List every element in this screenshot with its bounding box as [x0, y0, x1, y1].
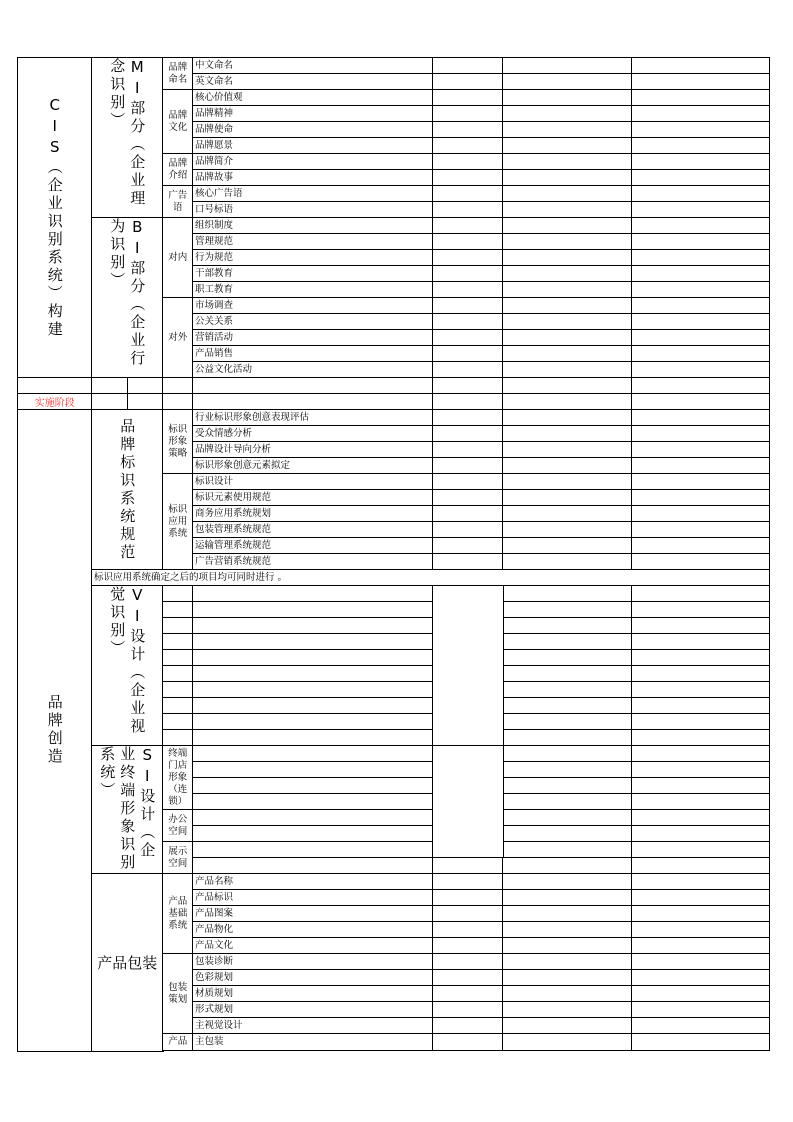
item-label: 品牌简介 — [192, 153, 434, 171]
table-cell — [162, 649, 194, 667]
input-cell[interactable] — [502, 185, 633, 203]
item-label: 品牌愿景 — [192, 137, 434, 155]
group-label — [162, 297, 194, 379]
table-cell — [162, 713, 194, 731]
input-cell[interactable] — [432, 153, 504, 171]
input-cell[interactable] — [631, 729, 770, 747]
input-cell[interactable] — [432, 425, 504, 443]
item-label: 产品物化 — [192, 921, 434, 939]
input-cell[interactable] — [502, 1017, 633, 1035]
item-label: 产品图案 — [192, 905, 434, 923]
table-cell — [162, 729, 194, 747]
input-cell[interactable] — [502, 249, 633, 267]
item-label: 营销活动 — [192, 329, 434, 347]
group-label — [162, 153, 194, 187]
item-label: 包装诊断 — [192, 953, 434, 971]
input-cell[interactable] — [502, 969, 633, 987]
input-cell[interactable] — [631, 505, 770, 523]
input-cell[interactable] — [631, 537, 770, 555]
group-label-label: 包装策划 — [168, 981, 188, 1005]
item-label: 品牌使命 — [192, 121, 434, 139]
input-cell[interactable] — [432, 89, 504, 107]
input-cell[interactable] — [432, 953, 504, 971]
item-label: 产品文化 — [192, 937, 434, 955]
input-cell[interactable] — [631, 617, 770, 635]
si-section-label — [91, 745, 164, 875]
item-label: 标识设计 — [192, 473, 434, 491]
table-cell — [162, 585, 194, 603]
input-cell[interactable] — [631, 793, 770, 811]
table-cell — [91, 377, 129, 395]
group-label-label: 对内 — [168, 251, 188, 263]
item-label: 主视觉设计 — [192, 1017, 434, 1035]
group-label-label: 产品基础系统 — [168, 895, 188, 931]
item-label: 产品名称 — [192, 873, 434, 891]
input-cell[interactable] — [502, 985, 633, 1003]
input-cell[interactable] — [192, 617, 434, 635]
input-cell[interactable] — [432, 377, 504, 395]
input-cell[interactable] — [432, 201, 504, 219]
item-label: 广告营销系统规范 — [192, 553, 434, 571]
input-cell[interactable] — [192, 857, 434, 875]
input-cell[interactable] — [631, 1033, 770, 1051]
input-cell[interactable] — [502, 681, 633, 699]
input-cell[interactable] — [192, 793, 434, 811]
input-cell[interactable] — [502, 665, 633, 683]
input-cell[interactable] — [432, 521, 504, 539]
item-label: 组织制度 — [192, 217, 434, 235]
input-cell[interactable] — [432, 409, 504, 427]
input-cell[interactable] — [631, 553, 770, 571]
input-cell[interactable] — [432, 553, 504, 571]
input-cell[interactable] — [432, 345, 504, 363]
input-cell[interactable] — [502, 137, 633, 155]
input-cell[interactable] — [631, 345, 770, 363]
item-label: 形式规划 — [192, 1001, 434, 1019]
input-cell[interactable] — [502, 345, 633, 363]
item-label: 核心广告语 — [192, 185, 434, 203]
input-cell[interactable] — [502, 105, 633, 123]
item-label: 管理规范 — [192, 233, 434, 251]
bi-section-label — [91, 217, 164, 379]
input-cell[interactable] — [432, 361, 504, 379]
input-cell[interactable] — [502, 89, 633, 107]
input-cell[interactable] — [432, 489, 504, 507]
group-label — [162, 89, 194, 155]
input-cell[interactable] — [432, 441, 504, 459]
group-label-label: 广告语 — [168, 189, 188, 213]
input-cell[interactable] — [192, 841, 434, 859]
input-cell[interactable] — [432, 1017, 504, 1035]
input-cell[interactable] — [631, 89, 770, 107]
table-cell — [91, 393, 129, 411]
input-cell[interactable] — [502, 873, 633, 891]
input-cell[interactable] — [432, 329, 504, 347]
input-cell[interactable] — [502, 265, 633, 283]
input-cell[interactable] — [192, 665, 434, 683]
input-cell[interactable] — [502, 57, 633, 75]
item-label: 产品标识 — [192, 889, 434, 907]
input-cell[interactable] — [631, 857, 770, 875]
input-cell[interactable] — [631, 665, 770, 683]
input-cell[interactable] — [432, 457, 504, 475]
input-cell[interactable] — [631, 57, 770, 75]
input-cell[interactable] — [502, 329, 633, 347]
input-cell[interactable] — [502, 809, 633, 827]
table-cell — [162, 601, 194, 619]
input-cell[interactable] — [502, 457, 633, 475]
item-label: 公益文化活动 — [192, 361, 434, 379]
input-cell[interactable] — [192, 585, 434, 603]
input-cell[interactable] — [192, 777, 434, 795]
item-label: 品牌故事 — [192, 169, 434, 187]
table-cell — [162, 681, 194, 699]
input-cell[interactable] — [631, 329, 770, 347]
input-cell[interactable] — [631, 409, 770, 427]
input-cell[interactable] — [502, 201, 633, 219]
cis-section-title-label: CIS（企业识别系统）构建 — [45, 96, 64, 340]
input-cell[interactable] — [432, 249, 504, 267]
input-cell[interactable] — [432, 1001, 504, 1019]
item-label: 商务应用系统规划 — [192, 505, 434, 523]
item-label: 主包装 — [192, 1033, 434, 1051]
group-label — [162, 809, 194, 843]
packaging-section-label: 产品包装 — [91, 873, 164, 1052]
item-label: 包装管理系统规范 — [192, 521, 434, 539]
input-cell[interactable] — [432, 905, 504, 923]
input-cell[interactable] — [502, 649, 633, 667]
input-cell[interactable] — [502, 953, 633, 971]
item-label: 标识元素使用规范 — [192, 489, 434, 507]
input-cell[interactable] — [631, 265, 770, 283]
input-cell[interactable] — [502, 889, 633, 907]
input-cell[interactable] — [192, 681, 434, 699]
input-cell[interactable] — [631, 473, 770, 491]
input-cell[interactable] — [631, 489, 770, 507]
input-cell[interactable] — [502, 153, 633, 171]
input-cell[interactable] — [432, 505, 504, 523]
table-cell — [127, 377, 164, 395]
input-cell[interactable] — [502, 121, 633, 139]
input-cell[interactable] — [192, 713, 434, 731]
input-cell[interactable] — [631, 777, 770, 795]
input-cell[interactable] — [631, 441, 770, 459]
input-cell[interactable] — [432, 985, 504, 1003]
cis-section-title — [17, 57, 93, 379]
input-cell[interactable] — [502, 729, 633, 747]
input-cell[interactable] — [631, 745, 770, 763]
input-cell[interactable] — [432, 105, 504, 123]
table-cell — [162, 393, 194, 411]
input-cell[interactable] — [631, 233, 770, 251]
blank-cell — [17, 377, 93, 395]
group-label-label: 对外 — [168, 331, 188, 343]
bi-section-label-label: BI部分（企业行为识别） — [108, 218, 147, 368]
input-cell[interactable] — [502, 473, 633, 491]
mi-section-label — [91, 57, 164, 219]
input-cell[interactable] — [432, 969, 504, 987]
input-cell[interactable] — [502, 73, 633, 91]
input-cell[interactable] — [502, 777, 633, 795]
input-cell[interactable] — [502, 921, 633, 939]
input-cell[interactable] — [192, 729, 434, 747]
input-cell[interactable] — [502, 793, 633, 811]
identity-section-label-label: 品牌标识系统规范 — [118, 417, 137, 562]
input-cell[interactable] — [631, 985, 770, 1003]
input-cell[interactable] — [631, 457, 770, 475]
item-label: 核心价值观 — [192, 89, 434, 107]
stage-label: 实施阶段 — [17, 393, 93, 411]
input-cell[interactable] — [502, 905, 633, 923]
group-label-label: 品牌文化 — [168, 109, 188, 133]
input-cell[interactable] — [631, 713, 770, 731]
input-cell[interactable] — [432, 281, 504, 299]
input-cell[interactable] — [192, 809, 434, 827]
item-label: 品牌精神 — [192, 105, 434, 123]
note-row: 标识应用系统确定之后的项目均可同时进行 。 — [91, 569, 770, 587]
group-label — [162, 1033, 194, 1051]
input-cell[interactable] — [432, 889, 504, 907]
input-cell[interactable] — [631, 633, 770, 651]
group-label — [162, 473, 194, 571]
input-cell[interactable] — [502, 441, 633, 459]
item-label: 色彩规划 — [192, 969, 434, 987]
input-cell[interactable] — [631, 601, 770, 619]
input-cell[interactable] — [502, 697, 633, 715]
input-cell[interactable] — [432, 121, 504, 139]
input-cell[interactable] — [432, 297, 504, 315]
input-cell[interactable] — [631, 1001, 770, 1019]
item-label: 运输管理系统规范 — [192, 537, 434, 555]
item-label: 中文命名 — [192, 57, 434, 75]
input-cell[interactable] — [432, 137, 504, 155]
item-label: 公关关系 — [192, 313, 434, 331]
table-cell — [162, 665, 194, 683]
input-cell[interactable] — [432, 537, 504, 555]
input-cell[interactable] — [432, 873, 504, 891]
input-cell[interactable] — [631, 313, 770, 331]
input-cell[interactable] — [432, 857, 504, 875]
input-cell[interactable] — [631, 969, 770, 987]
item-label: 材质规划 — [192, 985, 434, 1003]
input-cell[interactable] — [432, 73, 504, 91]
input-cell[interactable] — [432, 185, 504, 203]
input-cell[interactable] — [631, 1017, 770, 1035]
brand-section-title-label: 品牌创造 — [45, 694, 64, 767]
input-cell[interactable] — [502, 489, 633, 507]
input-cell[interactable] — [631, 681, 770, 699]
input-cell[interactable] — [502, 1033, 633, 1051]
input-cell[interactable] — [502, 425, 633, 443]
input-cell[interactable] — [631, 137, 770, 155]
item-label: 干部教育 — [192, 265, 434, 283]
input-cell[interactable] — [631, 889, 770, 907]
item-label: 行业标识形象创意表现评估 — [192, 409, 434, 427]
input-cell[interactable] — [502, 537, 633, 555]
input-cell[interactable] — [631, 873, 770, 891]
group-label — [162, 185, 194, 219]
input-cell[interactable] — [631, 425, 770, 443]
group-label-label: 办公空间 — [168, 813, 188, 837]
input-cell[interactable] — [192, 393, 434, 411]
input-cell[interactable] — [432, 921, 504, 939]
mi-section-label-label: MI部分（企业理念识别） — [108, 58, 147, 208]
input-cell[interactable] — [432, 1033, 504, 1051]
input-cell[interactable] — [631, 377, 770, 395]
input-cell[interactable] — [432, 313, 504, 331]
input-cell[interactable] — [631, 841, 770, 859]
input-cell[interactable] — [631, 297, 770, 315]
merged-input-cell[interactable] — [432, 585, 504, 747]
input-cell[interactable] — [631, 761, 770, 779]
input-cell[interactable] — [631, 105, 770, 123]
input-cell[interactable] — [502, 297, 633, 315]
input-cell[interactable] — [502, 521, 633, 539]
group-label — [162, 409, 194, 475]
table-cell — [162, 617, 194, 635]
group-label — [162, 745, 194, 811]
input-cell[interactable] — [631, 217, 770, 235]
item-label: 职工教育 — [192, 281, 434, 299]
input-cell[interactable] — [432, 57, 504, 75]
input-cell[interactable] — [631, 153, 770, 171]
vi-section-label-label: VI设计（企业视觉识别） — [108, 586, 147, 736]
item-label: 口号标语 — [192, 201, 434, 219]
group-label-label: 品牌命名 — [168, 61, 188, 85]
group-label-label: 品牌介绍 — [168, 157, 188, 181]
input-cell[interactable] — [502, 313, 633, 331]
identity-section-label — [91, 409, 164, 571]
table-cell — [162, 633, 194, 651]
group-label — [162, 57, 194, 91]
input-cell[interactable] — [631, 937, 770, 955]
item-label: 产品销售 — [192, 345, 434, 363]
input-cell[interactable] — [502, 361, 633, 379]
group-label-label: 终端门店形象（连锁） — [168, 747, 188, 807]
input-cell[interactable] — [432, 265, 504, 283]
input-cell[interactable] — [631, 953, 770, 971]
input-cell[interactable] — [631, 585, 770, 603]
input-cell[interactable] — [192, 633, 434, 651]
input-cell[interactable] — [502, 393, 633, 411]
input-cell[interactable] — [502, 937, 633, 955]
input-cell[interactable] — [502, 377, 633, 395]
input-cell[interactable] — [631, 921, 770, 939]
input-cell[interactable] — [502, 281, 633, 299]
input-cell[interactable] — [631, 825, 770, 843]
input-cell[interactable] — [502, 761, 633, 779]
table-cell — [127, 393, 164, 411]
input-cell[interactable] — [631, 521, 770, 539]
input-cell[interactable] — [502, 409, 633, 427]
group-label — [162, 217, 194, 299]
input-cell[interactable] — [192, 697, 434, 715]
input-cell[interactable] — [502, 1001, 633, 1019]
input-cell[interactable] — [432, 217, 504, 235]
group-label — [162, 953, 194, 1035]
input-cell[interactable] — [631, 249, 770, 267]
input-cell[interactable] — [631, 697, 770, 715]
group-label-label: 产品 — [168, 1035, 188, 1047]
input-cell[interactable] — [631, 809, 770, 827]
input-cell[interactable] — [192, 377, 434, 395]
group-label-label: 展示空间 — [168, 845, 188, 869]
item-label: 市场调查 — [192, 297, 434, 315]
input-cell[interactable] — [502, 217, 633, 235]
item-label: 标识形象创意元素拟定 — [192, 457, 434, 475]
input-cell[interactable] — [502, 601, 633, 619]
input-cell[interactable] — [502, 825, 633, 843]
input-cell[interactable] — [502, 745, 633, 763]
input-cell[interactable] — [502, 169, 633, 187]
input-cell[interactable] — [192, 745, 434, 763]
input-cell[interactable] — [631, 281, 770, 299]
input-cell[interactable] — [192, 825, 434, 843]
input-cell[interactable] — [192, 601, 434, 619]
input-cell[interactable] — [192, 649, 434, 667]
input-cell[interactable] — [631, 121, 770, 139]
table-cell — [162, 697, 194, 715]
input-cell[interactable] — [502, 713, 633, 731]
input-cell[interactable] — [631, 185, 770, 203]
input-cell[interactable] — [502, 553, 633, 571]
input-cell[interactable] — [631, 201, 770, 219]
group-label — [162, 873, 194, 955]
input-cell[interactable] — [502, 841, 633, 859]
group-label-label: 标识形象策略 — [168, 423, 188, 459]
merged-input-cell[interactable] — [432, 745, 504, 859]
input-cell[interactable] — [502, 233, 633, 251]
group-label-label: 标识应用系统 — [168, 503, 188, 539]
input-cell[interactable] — [502, 857, 633, 875]
item-label: 行为规范 — [192, 249, 434, 267]
table-cell — [162, 377, 194, 395]
brand-section-title — [17, 409, 93, 1052]
input-cell[interactable] — [502, 505, 633, 523]
input-cell[interactable] — [432, 233, 504, 251]
item-label: 受众情感分析 — [192, 425, 434, 443]
si-section-label-label: SI设计（企业终端形象识别系统） — [98, 746, 157, 872]
item-label: 品牌设计导向分析 — [192, 441, 434, 459]
input-cell[interactable] — [631, 73, 770, 91]
input-cell[interactable] — [432, 393, 504, 411]
input-cell[interactable] — [432, 937, 504, 955]
input-cell[interactable] — [502, 585, 633, 603]
input-cell[interactable] — [631, 169, 770, 187]
vi-section-label — [91, 585, 164, 747]
input-cell[interactable] — [502, 633, 633, 651]
input-cell[interactable] — [502, 617, 633, 635]
input-cell[interactable] — [631, 361, 770, 379]
item-label: 英文命名 — [192, 73, 434, 91]
input-cell[interactable] — [631, 649, 770, 667]
input-cell[interactable] — [192, 761, 434, 779]
input-cell[interactable] — [631, 393, 770, 411]
group-label — [162, 841, 194, 875]
input-cell[interactable] — [631, 905, 770, 923]
input-cell[interactable] — [432, 473, 504, 491]
input-cell[interactable] — [432, 169, 504, 187]
